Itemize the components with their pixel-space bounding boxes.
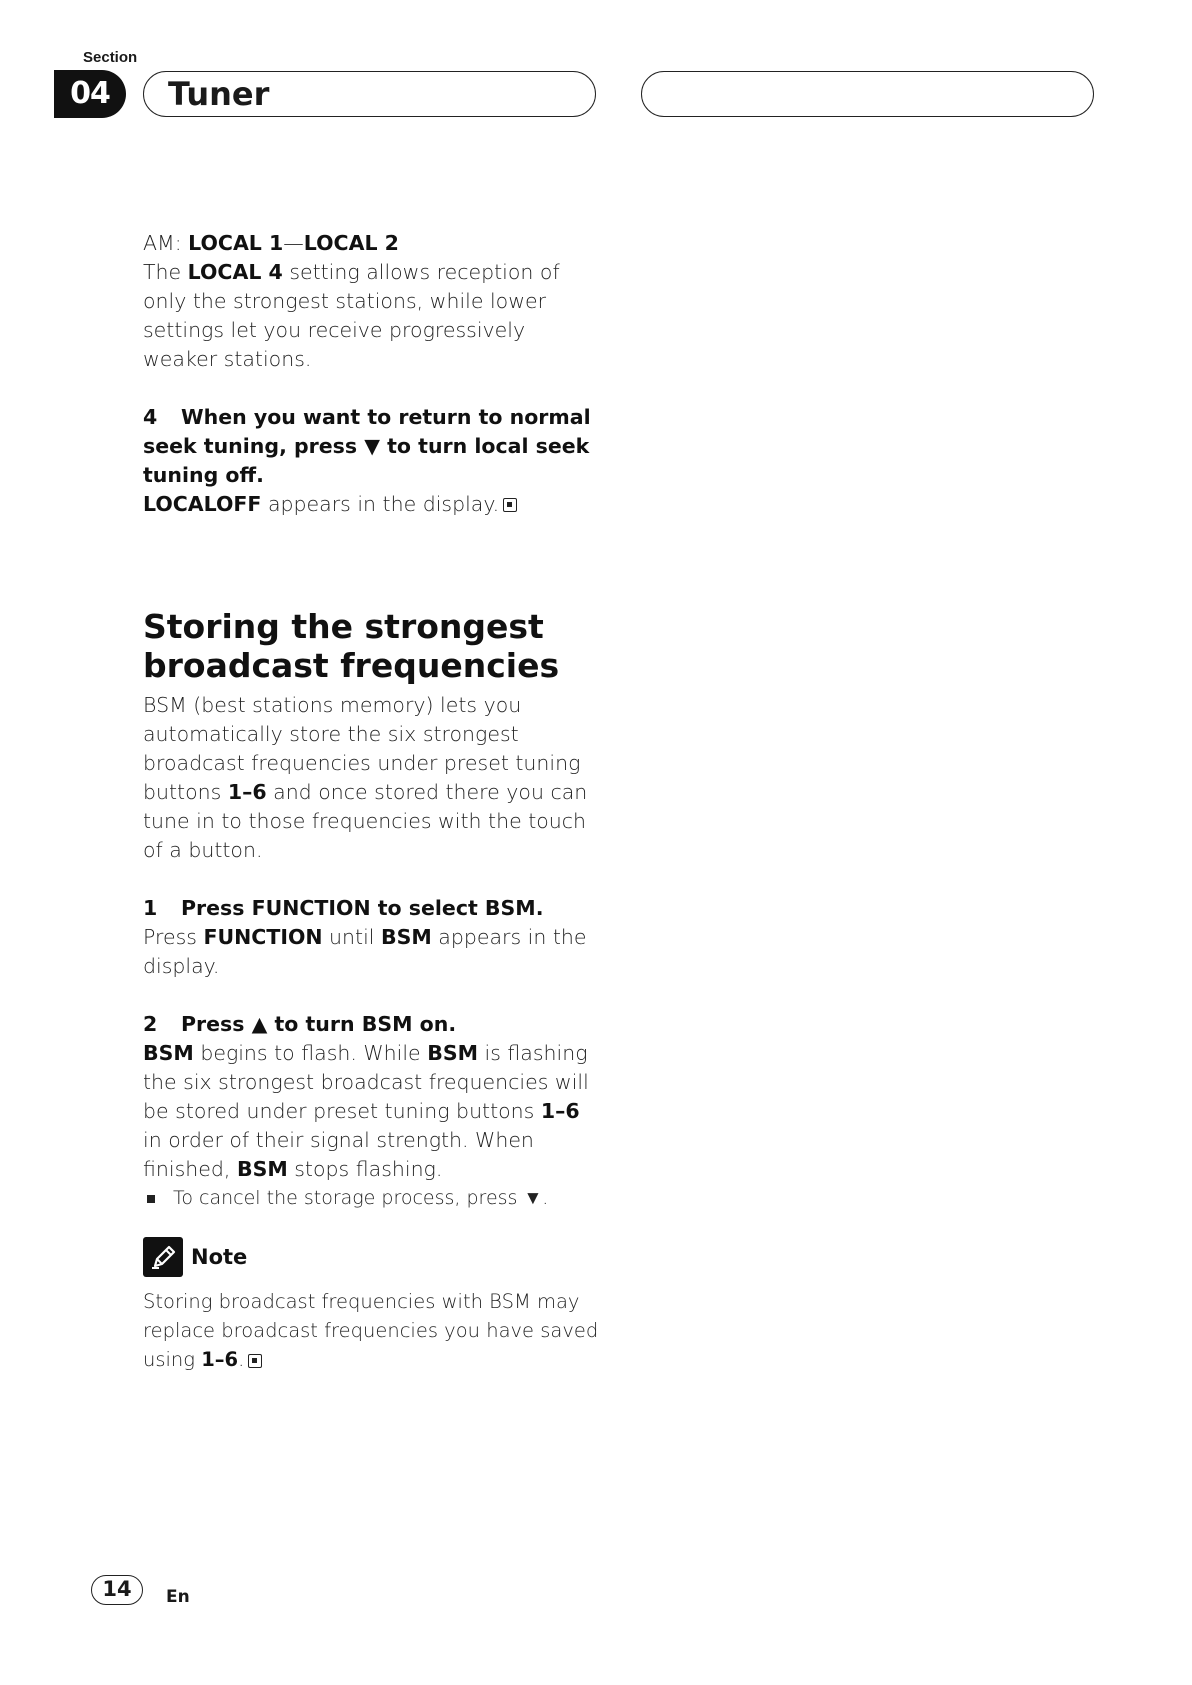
- page-number: 14: [91, 1575, 143, 1605]
- step-2-title: [143, 1010, 603, 1039]
- bsm-intro-1: BSM (best stations memory) lets you automatically store the six strongest broadcast frequencies under preset tuning buttons: [143, 693, 581, 804]
- step-2-text-2: is flashing the six strongest broadcast frequencies will be stored under preset tuning buttons: [143, 1041, 589, 1123]
- bsm-label: BSM: [143, 1041, 194, 1065]
- cancel-bullet: [143, 1184, 603, 1213]
- am-local-settings: [143, 229, 603, 258]
- step-2-text-4: stops flashing.: [287, 1157, 443, 1181]
- bsm-label: BSM: [427, 1041, 478, 1065]
- bsm-intro-2: and once stored there you can tune in to those frequencies with the touch of a button.: [143, 780, 588, 862]
- section-number: 04: [54, 70, 126, 118]
- step-4-title-text: When you want to return to normal seek tuning, press ▼ to turn local seek tuning off.: [143, 405, 591, 487]
- pencil-icon: [143, 1237, 183, 1277]
- step-1-body: [143, 923, 603, 981]
- language-label: En: [166, 1587, 190, 1607]
- step-2-text-3: in order of their signal strength. When finished,: [143, 1128, 534, 1181]
- section-title: Tuner: [168, 75, 270, 113]
- right-header-frame: [641, 71, 1094, 117]
- step-4-title: [143, 403, 603, 490]
- bsm-label: BSM: [236, 1157, 288, 1181]
- end-of-section-icon: [248, 1354, 262, 1368]
- section-label: Section: [83, 49, 138, 66]
- localoff-label: LOCALOFF: [143, 492, 262, 516]
- bsm-heading: Storing the strongest broadcast frequencies: [143, 607, 560, 685]
- bsm-intro-buttons: 1–6: [227, 780, 267, 804]
- step-1-press: Press: [143, 925, 204, 949]
- preset-buttons-label: 1–6: [540, 1099, 580, 1123]
- end-of-section-icon: [503, 498, 517, 512]
- step-1-title-text: Press FUNCTION to select BSM.: [181, 896, 544, 920]
- step-2-title-text: Press ▲ to turn BSM on.: [181, 1012, 457, 1036]
- cancel-bullet-text: To cancel the storage process, press ▼.: [173, 1187, 549, 1209]
- note-header: [143, 1235, 603, 1279]
- step-2-number: 2: [143, 1012, 158, 1036]
- local-description: [143, 258, 603, 374]
- desc-local4: LOCAL 4: [187, 260, 283, 284]
- function-label: FUNCTION: [203, 925, 323, 949]
- am-local2: LOCAL 2: [303, 231, 399, 255]
- am-dash: —: [283, 231, 304, 255]
- bullet-square-icon: [147, 1195, 155, 1203]
- desc-rest: setting allows reception of only the strongest stations, while lower settings let you receive progressively weaker stations.: [143, 260, 560, 371]
- step-4-number: 4: [143, 405, 158, 429]
- step-1-title: [143, 894, 603, 923]
- am-local1: LOCAL 1: [188, 231, 284, 255]
- page-content: [143, 229, 603, 1374]
- desc-the: The: [143, 260, 188, 284]
- note-buttons: 1–6: [201, 1348, 239, 1371]
- note-label: Note: [191, 1244, 248, 1269]
- step-4-body: [143, 490, 603, 519]
- note-text-2: .: [238, 1348, 245, 1371]
- bsm-label: BSM: [380, 925, 432, 949]
- step-2-body: [143, 1039, 603, 1184]
- note-text-1: Storing broadcast frequencies with BSM may replace broadcast frequencies you have saved using: [143, 1290, 599, 1371]
- step-4-body-rest: appears in the display.: [261, 492, 500, 516]
- am-prefix: AM:: [143, 231, 189, 255]
- step-1-number: 1: [143, 896, 158, 920]
- bsm-intro: [143, 691, 603, 865]
- step-2-text-1: begins to flash. While: [193, 1041, 428, 1065]
- step-1-rest: appears in the display.: [143, 925, 587, 978]
- section-title-frame: [143, 71, 596, 117]
- note-text: [143, 1287, 603, 1374]
- step-1-until: until: [322, 925, 381, 949]
